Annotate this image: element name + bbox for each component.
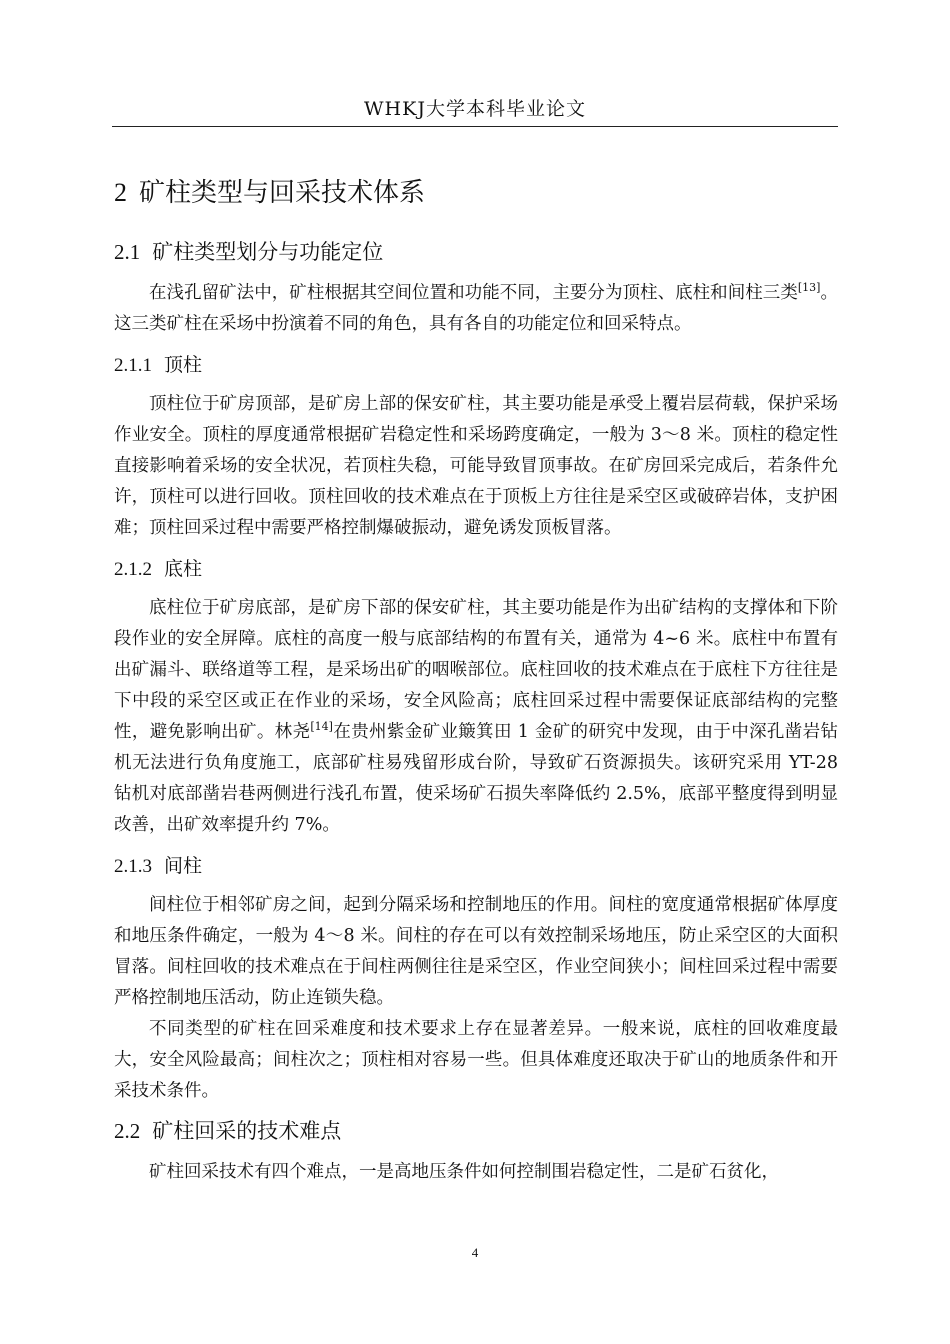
section-heading-2-1 (114, 234, 838, 270)
text-run: 。这三类矿柱在采场中扮演着不同的角色，具有各自的功能定位和回采特点。 (114, 283, 839, 334)
subsection-heading-2-1-1 (114, 348, 838, 383)
section-title: 矿柱类型划分与功能定位 (152, 240, 384, 264)
paragraph-top-pillar: 顶柱位于矿房顶部，是矿房上部的保安矿柱，其主要功能是承受上覆岩层荷载，保护采场作业安全。顶柱的厚度通常根据矿岩稳定性和采场跨度确定，一般为 3～8 米。顶柱的稳定性直接影响着采场的安全状况，若顶柱失稳，可能导致冒顶事故。在矿房回采完成后，若条件允许，顶柱可以进行回收。顶柱回收的技术难点在于顶板上方往往是采空区或破碎岩体，支护困难；顶柱回采过程中需要严格控制爆破振动，避免诱发顶板冒落。 (114, 394, 838, 538)
chapter-number: 2 (114, 178, 127, 207)
section-heading-2-2 (114, 1113, 838, 1149)
subsection-title: 底柱 (164, 558, 203, 580)
section-number: 2.2 (114, 1119, 141, 1143)
section-title: 矿柱回采的技术难点 (152, 1119, 342, 1143)
subsection-heading-2-1-3 (114, 849, 838, 884)
page-number: 4 (471, 1245, 479, 1260)
citation-ref: [13] (797, 281, 821, 295)
header-rule (112, 126, 838, 127)
text-run: 在贵州紫金矿业簸箕田 1 金矿的研究中发现，由于中深孔凿岩钻机无法进行负角度施工，底部矿柱易残留形成台阶，导致矿石资源损失。该研究采用 YT-28 钻机对底部凿岩巷两侧进行浅孔布置，使采场矿石损失率降低约 2.5%，底部平整度得到明显改善，出矿效率提升约 7%。 (114, 722, 838, 835)
section-intro-paragraph (114, 278, 838, 340)
page-body (114, 172, 838, 1188)
citation-ref: [14] (310, 720, 333, 734)
text-run: 底柱位于矿房底部，是矿房下部的保安矿柱，其主要功能是作为出矿结构的支撑体和下阶段作业的安全屏障。底柱的高度一般与底部结构的布置有关，通常为 4~6 米。底柱中布置有出矿漏斗、联络道等工程，是采场出矿的咽喉部位。底柱回收的技术难点在于底柱下方往往是下中段的采空区或正在作业的采场，安全风险高；底柱回采过程中需要保证底部结构的完整性，避免影响出矿。林尧 (114, 598, 838, 742)
subsection-title: 间柱 (164, 855, 203, 877)
subsection-number: 2.1.2 (114, 559, 152, 580)
subsection-number: 2.1.1 (114, 355, 152, 376)
subsection-number: 2.1.3 (114, 856, 152, 877)
page-header: WHKJ大学本科毕业论文 (364, 98, 586, 120)
paragraph-rib-pillar: 间柱位于相邻矿房之间，起到分隔采场和控制地压的作用。间柱的宽度通常根据矿体厚度和地压条件确定，一般为 4～8 米。间柱的存在可以有效控制采场地压，防止采空区的大面积冒落。间柱回收的技术难点在于间柱两侧往往是采空区，作业空间狭小；间柱回采过程中需要严格控制地压活动，防止连锁失稳。 (114, 895, 838, 1008)
section-number: 2.1 (114, 240, 141, 264)
subsection-heading-2-1-2 (114, 552, 838, 587)
paragraph-pillar-comparison: 不同类型的矿柱在回采难度和技术要求上存在显著差异。一般来说，底柱的回收难度最大，安全风险最高；间柱次之；顶柱相对容易一些。但具体难度还取决于矿山的地质条件和开采技术条件。 (114, 1019, 838, 1101)
paragraph-technical-difficulties: 矿柱回采技术有四个难点，一是高地压条件如何控制围岩稳定性，二是矿石贫化， (149, 1162, 779, 1182)
subsection-title: 顶柱 (164, 354, 203, 376)
chapter-title: 矿柱类型与回采技术体系 (139, 178, 426, 208)
text-run: 在浅孔留矿法中，矿柱根据其空间位置和功能不同，主要分为顶柱、底柱和间柱三类 (149, 283, 798, 303)
chapter-heading (114, 172, 838, 214)
paragraph-bottom-pillar (114, 593, 838, 841)
